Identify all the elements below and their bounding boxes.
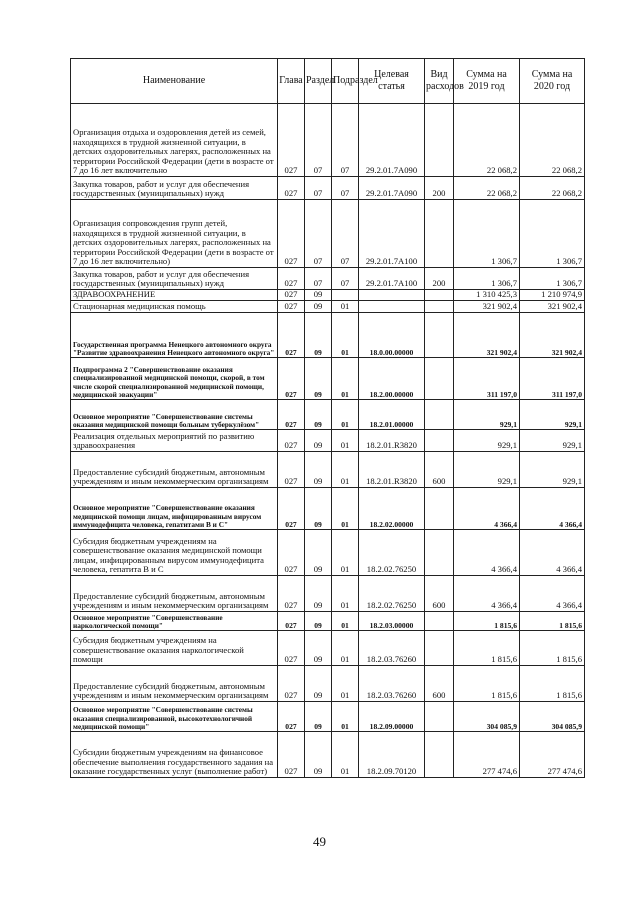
table-row: [71, 400, 585, 430]
table-row: [71, 702, 585, 732]
table-row: [71, 530, 585, 576]
table-row: [71, 200, 585, 268]
cell-sum-2019: 277 474,6: [454, 732, 520, 778]
table-row: [71, 631, 585, 666]
cell-subsection: 01: [332, 301, 359, 313]
cell-chapter: 027: [278, 612, 305, 631]
cell-sum-2020: 929,1: [520, 430, 585, 452]
cell-sum-2020: 1 815,6: [520, 631, 585, 666]
cell-subsection: 07: [332, 268, 359, 290]
cell-section: 07: [305, 200, 332, 268]
cell-target-article: 18.2.01.R3820: [359, 452, 425, 488]
cell-section: 09: [305, 430, 332, 452]
cell-expense-type: [425, 631, 454, 666]
cell-target-article: 18.2.03.76260: [359, 631, 425, 666]
cell-name: Закупка товаров, работ и услуг для обеспечения государственных (муниципальных) нужд: [71, 177, 278, 200]
cell-sum-2020: 277 474,6: [520, 732, 585, 778]
cell-target-article: 29.2.01.7А090: [359, 177, 425, 200]
cell-sum-2019: 311 197,0: [454, 358, 520, 400]
header-subsection: Подраздел: [332, 59, 359, 104]
cell-subsection: 01: [332, 732, 359, 778]
cell-section: 09: [305, 301, 332, 313]
cell-sum-2019: 321 902,4: [454, 301, 520, 313]
cell-chapter: 027: [278, 631, 305, 666]
cell-expense-type: 200: [425, 268, 454, 290]
cell-expense-type: [425, 290, 454, 301]
cell-name: Основное мероприятие "Совершенствование оказания медицинской помощи лицам, инфицированным вирусом иммунодефицита человека, гепатитами В и С": [71, 488, 278, 530]
cell-sum-2019: 4 366,4: [454, 576, 520, 612]
header-sum-2019: Сумма на 2019 год: [454, 59, 520, 104]
table-row: [71, 576, 585, 612]
cell-sum-2020: 311 197,0: [520, 358, 585, 400]
cell-expense-type: 600: [425, 452, 454, 488]
cell-subsection: 01: [332, 612, 359, 631]
cell-sum-2020: 4 366,4: [520, 576, 585, 612]
table-row: [71, 290, 585, 301]
cell-target-article: 18.2.03.00000: [359, 612, 425, 631]
cell-section: 09: [305, 400, 332, 430]
cell-sum-2019: 22 068,2: [454, 104, 520, 177]
cell-sum-2020: 1 210 974,9: [520, 290, 585, 301]
cell-name: Основное мероприятие "Совершенствование наркологической помощи": [71, 612, 278, 631]
cell-target-article: 18.2.09.70120: [359, 732, 425, 778]
table-row: [71, 488, 585, 530]
cell-name: Предоставление субсидий бюджетным, автономным учреждениям и иным некоммерческим организациям: [71, 452, 278, 488]
cell-section: 09: [305, 488, 332, 530]
cell-chapter: 027: [278, 358, 305, 400]
cell-subsection: 07: [332, 104, 359, 177]
cell-section: 09: [305, 702, 332, 732]
cell-sum-2020: 1 306,7: [520, 200, 585, 268]
table-row: [71, 732, 585, 778]
cell-chapter: 027: [278, 313, 305, 358]
cell-subsection: 01: [332, 530, 359, 576]
cell-sum-2019: 1 306,7: [454, 200, 520, 268]
page-number: 49: [313, 834, 326, 849]
cell-section: 09: [305, 576, 332, 612]
header-chapter: Глава: [278, 59, 305, 104]
cell-chapter: 027: [278, 452, 305, 488]
cell-sum-2020: 22 068,2: [520, 177, 585, 200]
cell-name: ЗДРАВООХРАНЕНИЕ: [71, 290, 278, 301]
cell-chapter: 027: [278, 301, 305, 313]
cell-subsection: 01: [332, 358, 359, 400]
cell-target-article: 18.0.00.00000: [359, 313, 425, 358]
cell-sum-2020: 929,1: [520, 452, 585, 488]
cell-section: 09: [305, 452, 332, 488]
cell-expense-type: [425, 358, 454, 400]
cell-sum-2020: 304 085,9: [520, 702, 585, 732]
cell-subsection: 01: [332, 702, 359, 732]
header-target-article: Целевая статья: [359, 59, 425, 104]
cell-sum-2020: 1 815,6: [520, 612, 585, 631]
cell-sum-2019: 304 085,9: [454, 702, 520, 732]
cell-name: Подпрограмма 2 "Совершенствование оказания специализированной медицинской помощи, скорой, в том числе скорой специализированной медицинской помощи, медицинской эвакуации": [71, 358, 278, 400]
cell-target-article: 18.2.00.00000: [359, 358, 425, 400]
cell-subsection: 01: [332, 313, 359, 358]
cell-sum-2019: 22 068,2: [454, 177, 520, 200]
cell-sum-2019: 1 310 425,3: [454, 290, 520, 301]
table-body: [71, 104, 585, 778]
cell-sum-2020: 4 366,4: [520, 488, 585, 530]
cell-chapter: 027: [278, 104, 305, 177]
table-row: [71, 301, 585, 313]
cell-subsection: 01: [332, 488, 359, 530]
cell-name: Предоставление субсидий бюджетным, автономным учреждениям и иным некоммерческим организациям: [71, 576, 278, 612]
table-row: [71, 612, 585, 631]
table-row: [71, 268, 585, 290]
cell-subsection: 01: [332, 430, 359, 452]
cell-name: Реализация отдельных мероприятий по развитию здравоохранения: [71, 430, 278, 452]
cell-expense-type: 600: [425, 576, 454, 612]
table-row: [71, 313, 585, 358]
cell-section: 09: [305, 313, 332, 358]
cell-sum-2020: 1 815,6: [520, 666, 585, 702]
cell-sum-2019: 1 815,6: [454, 631, 520, 666]
cell-expense-type: [425, 612, 454, 631]
table-row: [71, 104, 585, 177]
cell-target-article: 18.2.02.76250: [359, 576, 425, 612]
cell-target-article: 29.2.01.7А090: [359, 104, 425, 177]
cell-section: 07: [305, 104, 332, 177]
table-row: [71, 666, 585, 702]
cell-chapter: 027: [278, 702, 305, 732]
cell-expense-type: [425, 488, 454, 530]
cell-expense-type: [425, 400, 454, 430]
cell-sum-2020: 4 366,4: [520, 530, 585, 576]
header-expense-type: Вид расходов: [425, 59, 454, 104]
cell-sum-2020: 321 902,4: [520, 313, 585, 358]
cell-subsection: 01: [332, 576, 359, 612]
cell-subsection: 07: [332, 177, 359, 200]
cell-section: 09: [305, 358, 332, 400]
cell-target-article: [359, 301, 425, 313]
cell-expense-type: 600: [425, 666, 454, 702]
cell-chapter: 027: [278, 666, 305, 702]
cell-sum-2020: 1 306,7: [520, 268, 585, 290]
cell-section: 07: [305, 177, 332, 200]
cell-subsection: 07: [332, 200, 359, 268]
cell-target-article: 18.2.02.00000: [359, 488, 425, 530]
cell-subsection: 01: [332, 666, 359, 702]
cell-expense-type: [425, 200, 454, 268]
cell-sum-2020: 22 068,2: [520, 104, 585, 177]
cell-name: Государственная программа Ненецкого автономного округа "Развитие здравоохранения Ненецкого автономного округа": [71, 313, 278, 358]
cell-chapter: 027: [278, 177, 305, 200]
cell-subsection: 01: [332, 452, 359, 488]
cell-chapter: 027: [278, 732, 305, 778]
header-sum-2020: Сумма на 2020 год: [520, 59, 585, 104]
cell-target-article: 18.2.01.R3820: [359, 430, 425, 452]
cell-subsection: 01: [332, 631, 359, 666]
cell-chapter: 027: [278, 430, 305, 452]
table-header-row: [71, 59, 585, 104]
header-section: Раздел: [305, 59, 332, 104]
cell-chapter: 027: [278, 530, 305, 576]
cell-target-article: 18.2.01.00000: [359, 400, 425, 430]
cell-expense-type: [425, 430, 454, 452]
cell-chapter: 027: [278, 290, 305, 301]
cell-name: Основное мероприятие "Совершенствование системы оказания специализированной, высокотехнологичной медицинской помощи": [71, 702, 278, 732]
cell-section: 09: [305, 666, 332, 702]
cell-name: Предоставление субсидий бюджетным, автономным учреждениям и иным некоммерческим организациям: [71, 666, 278, 702]
table-row: [71, 452, 585, 488]
cell-expense-type: [425, 702, 454, 732]
cell-name: Субсидия бюджетным учреждениям на совершенствование оказания наркологической помощи: [71, 631, 278, 666]
cell-name: Стационарная медицинская помощь: [71, 301, 278, 313]
cell-expense-type: [425, 301, 454, 313]
cell-target-article: [359, 290, 425, 301]
cell-target-article: 18.2.02.76250: [359, 530, 425, 576]
cell-name: Организация сопровождения групп детей, находящихся в трудной жизненной ситуации, в детских оздоровительных лагерях, расположенных на территории Российской Федерации (дети в возрасте от 7 до 16 лет включительно): [71, 200, 278, 268]
cell-sum-2019: 929,1: [454, 400, 520, 430]
cell-section: 09: [305, 631, 332, 666]
cell-target-article: 18.2.03.76260: [359, 666, 425, 702]
cell-name: Закупка товаров, работ и услуг для обеспечения государственных (муниципальных) нужд: [71, 268, 278, 290]
cell-expense-type: [425, 104, 454, 177]
cell-sum-2019: 1 815,6: [454, 666, 520, 702]
cell-sum-2019: 929,1: [454, 430, 520, 452]
cell-name: Организация отдыха и оздоровления детей из семей, находящихся в трудной жизненной ситуации, в детских оздоровительных лагерях, расположенных на территории Российской Федерации (дети в возрасте от 7 до 16 лет включительно: [71, 104, 278, 177]
table-row: [71, 358, 585, 400]
cell-expense-type: [425, 732, 454, 778]
cell-chapter: 027: [278, 488, 305, 530]
cell-chapter: 027: [278, 268, 305, 290]
cell-section: 09: [305, 732, 332, 778]
cell-section: 07: [305, 268, 332, 290]
cell-chapter: 027: [278, 200, 305, 268]
budget-table: [70, 58, 585, 778]
cell-expense-type: [425, 313, 454, 358]
cell-sum-2019: 4 366,4: [454, 530, 520, 576]
cell-section: 09: [305, 530, 332, 576]
cell-chapter: 027: [278, 576, 305, 612]
cell-sum-2019: 4 366,4: [454, 488, 520, 530]
cell-target-article: 29.2.01.7А100: [359, 200, 425, 268]
table-row: [71, 430, 585, 452]
cell-target-article: 29.2.01.7А100: [359, 268, 425, 290]
cell-subsection: [332, 290, 359, 301]
cell-section: 09: [305, 612, 332, 631]
cell-sum-2019: 321 902,4: [454, 313, 520, 358]
cell-section: 09: [305, 290, 332, 301]
cell-sum-2019: 929,1: [454, 452, 520, 488]
cell-name: Субсидия бюджетным учреждениям на совершенствование оказания медицинской помощи лицам, инфицированным вирусом иммунодефицита человека, гепатита В и С: [71, 530, 278, 576]
cell-sum-2020: 929,1: [520, 400, 585, 430]
cell-subsection: 01: [332, 400, 359, 430]
cell-sum-2019: 1 306,7: [454, 268, 520, 290]
cell-name: Субсидии бюджетным учреждениям на финансовое обеспечение выполнения государственного задания на оказание государственных услуг (выполнение работ): [71, 732, 278, 778]
table-row: [71, 177, 585, 200]
cell-expense-type: [425, 530, 454, 576]
header-name: Наименование: [71, 59, 278, 104]
cell-name: Основное мероприятие "Совершенствование системы оказания медицинской помощи больным туберкулёзом": [71, 400, 278, 430]
cell-chapter: 027: [278, 400, 305, 430]
cell-target-article: 18.2.09.00000: [359, 702, 425, 732]
cell-sum-2019: 1 815,6: [454, 612, 520, 631]
cell-expense-type: 200: [425, 177, 454, 200]
cell-sum-2020: 321 902,4: [520, 301, 585, 313]
